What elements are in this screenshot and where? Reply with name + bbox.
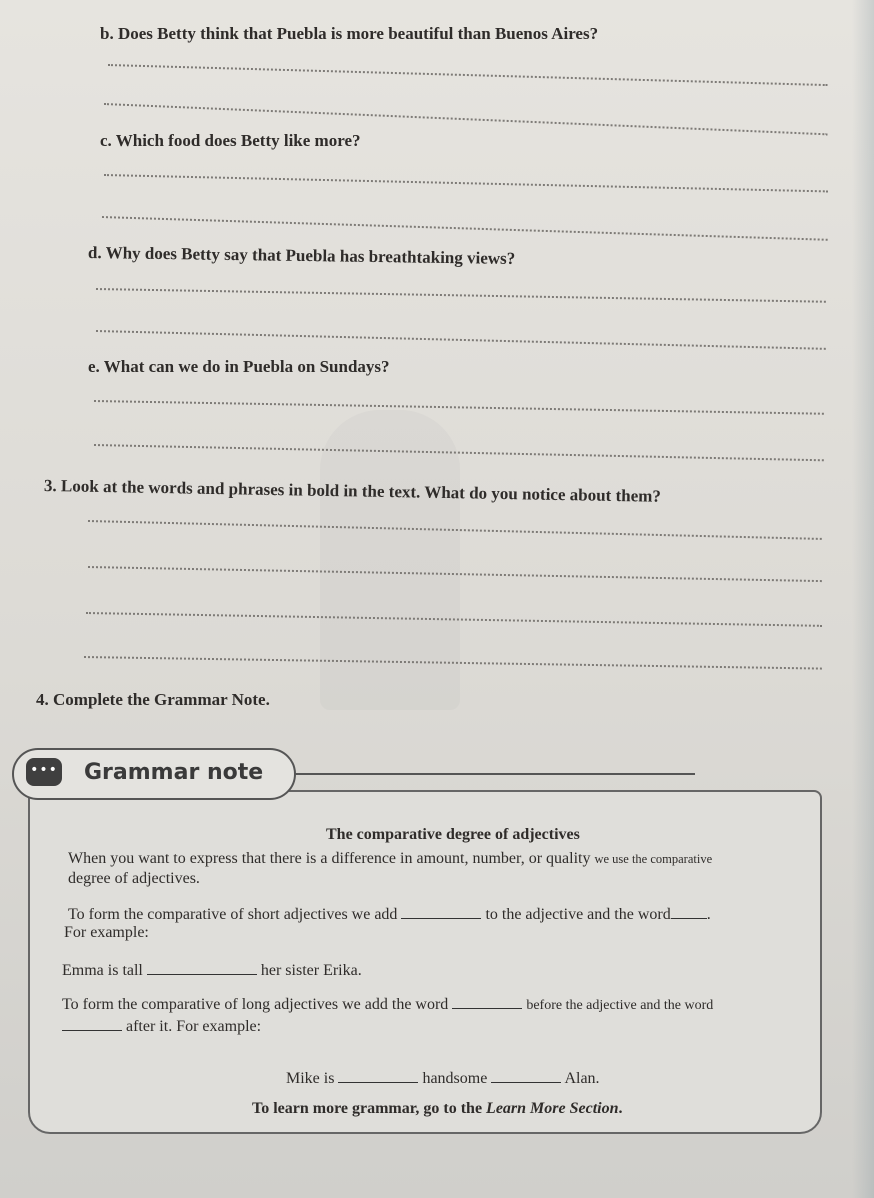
page-edge-shadow <box>852 0 874 1198</box>
long-text-3: after it. For example: <box>126 1018 262 1035</box>
intro-text-small: we use the comparative <box>594 852 713 866</box>
example-2 <box>286 1068 600 1088</box>
question-4: 4. Complete the Grammar Note. <box>36 690 270 709</box>
long-text-2: before the adjective and the word <box>526 998 714 1013</box>
blank-after-word[interactable] <box>62 1016 122 1031</box>
blank-long-word[interactable] <box>452 994 522 1009</box>
question-e: e. What can we do in Puebla on Sundays? <box>88 357 390 376</box>
example-1-start: Emma is tall <box>62 962 143 979</box>
answer-line[interactable] <box>94 400 824 415</box>
question-c: c. Which food does Betty like more? <box>100 131 361 150</box>
show-through-figure <box>320 410 460 710</box>
speech-bubble-icon: ••• <box>26 758 62 786</box>
answer-line[interactable] <box>104 174 828 192</box>
intro-line-2: degree of adjectives. <box>68 870 200 887</box>
short-adjectives-line <box>68 904 711 924</box>
answer-line[interactable] <box>96 288 826 303</box>
answer-line[interactable] <box>96 330 826 350</box>
example-1 <box>62 960 362 980</box>
long-adjectives-line-2 <box>62 1016 261 1036</box>
example-1-end: her sister Erika. <box>260 962 362 979</box>
short-text-2: to the adjective and the word <box>485 906 671 923</box>
grammar-note-heading: The comparative degree of adjectives <box>326 826 580 843</box>
blank-word[interactable] <box>671 904 707 919</box>
blank-example-2b[interactable] <box>491 1068 561 1083</box>
blank-example-2a[interactable] <box>338 1068 418 1083</box>
blank-example-1[interactable] <box>147 960 257 975</box>
learn-more-line <box>252 1100 623 1118</box>
short-end: . <box>706 906 711 923</box>
learn-more-prefix: To learn more grammar, go to the <box>252 1100 483 1117</box>
answer-line[interactable] <box>102 216 828 241</box>
intro-text: When you want to express that there is a difference in amount, number, or quality <box>68 850 591 867</box>
blank-suffix[interactable] <box>401 904 481 919</box>
long-adjectives-line <box>62 994 713 1014</box>
learn-more-suffix: . <box>618 1100 623 1117</box>
grammar-note-title: Grammar note <box>84 760 264 785</box>
intro-line-1 <box>68 850 712 868</box>
for-example-label: For example: <box>64 924 149 941</box>
answer-line[interactable] <box>108 64 828 86</box>
example-2-middle: handsome <box>422 1070 488 1087</box>
grammar-note-rule <box>295 773 695 775</box>
long-text-1: To form the comparative of long adjectives we add the word <box>62 996 449 1013</box>
question-d: d. Why does Betty say that Puebla has breathtaking views? <box>87 243 516 268</box>
question-3: 3. Look at the words and phrases in bold in the text. What do you notice about them? <box>43 476 662 506</box>
question-b: b. Does Betty think that Puebla is more beautiful than Buenos Aires? <box>100 24 599 43</box>
example-2-end: Alan. <box>564 1070 600 1087</box>
short-text-1: To form the comparative of short adjectives we add <box>68 906 398 923</box>
learn-more-section-link[interactable]: Learn More Section <box>486 1100 619 1117</box>
example-2-start: Mike is <box>286 1070 335 1087</box>
